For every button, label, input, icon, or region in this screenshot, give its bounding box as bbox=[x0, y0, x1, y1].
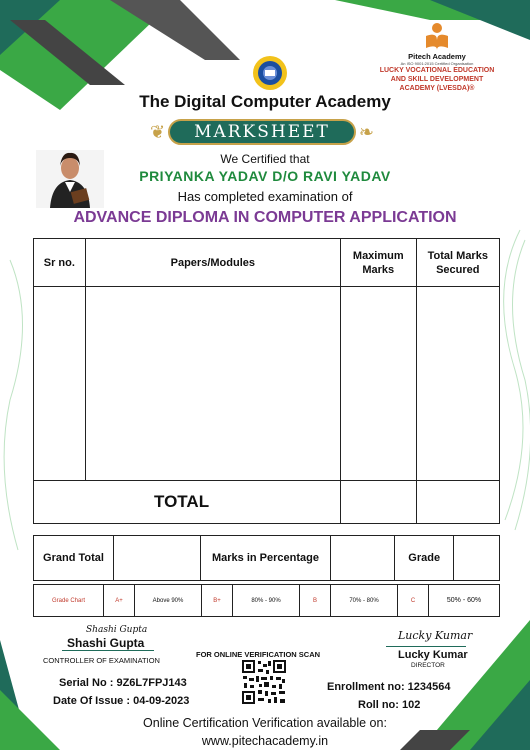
course-name: ADVANCE DIPLOMA IN COMPUTER APPLICATION bbox=[73, 209, 457, 226]
ornament-left-icon: ❦ bbox=[150, 122, 166, 142]
total-max-cell bbox=[340, 481, 416, 524]
online-verification-text: Online Certification Verification available on: bbox=[143, 716, 387, 730]
right-signature: Lucky Kumar bbox=[398, 629, 473, 642]
marks-percentage-value bbox=[330, 536, 395, 581]
book-icon bbox=[424, 22, 450, 50]
lvesda-line-2: AND SKILL DEVELOPMENT bbox=[390, 76, 484, 83]
grade-chart-range: 80% - 90% bbox=[233, 585, 300, 617]
partner-name: Pitech Academy bbox=[408, 52, 466, 61]
left-signature-line bbox=[62, 650, 154, 651]
marksheet-label: MARKSHEET bbox=[194, 122, 330, 142]
marks-body-row bbox=[34, 287, 500, 481]
verification-scan-label: FOR ONLINE VERIFICATION SCAN bbox=[196, 650, 321, 659]
lvesda-line-1: LUCKY VOCATIONAL EDUCATION bbox=[379, 67, 495, 74]
col-sr-header: Sr no. bbox=[34, 239, 86, 287]
grade-label: Grade bbox=[395, 536, 453, 581]
partner-logo-block bbox=[372, 22, 502, 93]
col-total-line-1: Total Marks bbox=[427, 249, 488, 262]
issue-date: Date Of Issue : 04-09-2023 bbox=[53, 695, 190, 707]
ornament-right-icon: ❧ bbox=[358, 122, 374, 142]
grade-chart-range: 50% - 60% bbox=[429, 585, 500, 617]
col-total-line-2: Secured bbox=[436, 263, 480, 276]
sr-cell bbox=[34, 287, 86, 481]
total-row bbox=[34, 481, 500, 524]
total-label: TOTAL bbox=[34, 481, 341, 524]
right-signatory-name: Lucky Kumar bbox=[398, 649, 468, 661]
total-secured-cell bbox=[416, 481, 499, 524]
serial-number: Serial No : 9Z6L7FPJ143 bbox=[59, 677, 187, 689]
marks-percentage-label: Marks in Percentage bbox=[201, 536, 331, 581]
col-total-header bbox=[416, 239, 499, 287]
grade-chart-table bbox=[33, 584, 500, 617]
academy-logo bbox=[252, 55, 288, 91]
lvesda-line-3: ACADEMY (LVESDA)® bbox=[399, 85, 475, 92]
qr-code[interactable] bbox=[241, 659, 287, 705]
completed-text: Has completed examination of bbox=[177, 189, 353, 204]
roll-number: Roll no: 102 bbox=[358, 699, 421, 711]
papers-cell bbox=[85, 287, 340, 481]
summary-table bbox=[33, 535, 500, 581]
right-signatory-title: DIRECTOR bbox=[411, 662, 445, 669]
right-signature-line bbox=[386, 646, 466, 647]
academy-title: The Digital Computer Academy bbox=[139, 92, 391, 111]
marksheet-banner bbox=[150, 116, 374, 148]
grade-chart-grade: C bbox=[398, 585, 429, 617]
col-max-line-1: Maximum bbox=[352, 249, 404, 262]
left-signature: Shashi Gupta bbox=[86, 625, 148, 635]
marks-header-row bbox=[34, 239, 500, 287]
enrollment-number: Enrollment no: 1234564 bbox=[327, 681, 451, 693]
grade-value bbox=[453, 536, 499, 581]
left-signatory-name: Shashi Gupta bbox=[67, 636, 145, 650]
col-max-line-2: Marks bbox=[362, 263, 395, 276]
grand-total-label: Grand Total bbox=[34, 536, 114, 581]
website-link[interactable]: www.pitechacademy.in bbox=[201, 734, 329, 748]
certified-text: We Certified that bbox=[220, 152, 310, 166]
grade-chart-range: 70% - 80% bbox=[331, 585, 398, 617]
grade-chart-label: Grade Chart bbox=[34, 585, 104, 617]
col-max-header bbox=[340, 239, 416, 287]
grade-chart-grade: A+ bbox=[104, 585, 135, 617]
grand-total-value bbox=[114, 536, 201, 581]
grade-chart-grade: B bbox=[300, 585, 331, 617]
left-signatory-title: CONTROLLER OF EXAMINATION bbox=[43, 656, 160, 665]
grade-chart-grade: B+ bbox=[202, 585, 233, 617]
secured-marks-cell bbox=[416, 287, 499, 481]
partner-subtitle: An ISO 9001:2015 Certified Organisation bbox=[400, 61, 474, 66]
marks-table bbox=[33, 238, 500, 524]
col-papers-header: Papers/Modules bbox=[85, 239, 340, 287]
grade-chart-range: Above 90% bbox=[135, 585, 202, 617]
max-marks-cell bbox=[340, 287, 416, 481]
student-name: PRIYANKA YADAV D/O RAVI YADAV bbox=[139, 168, 391, 184]
